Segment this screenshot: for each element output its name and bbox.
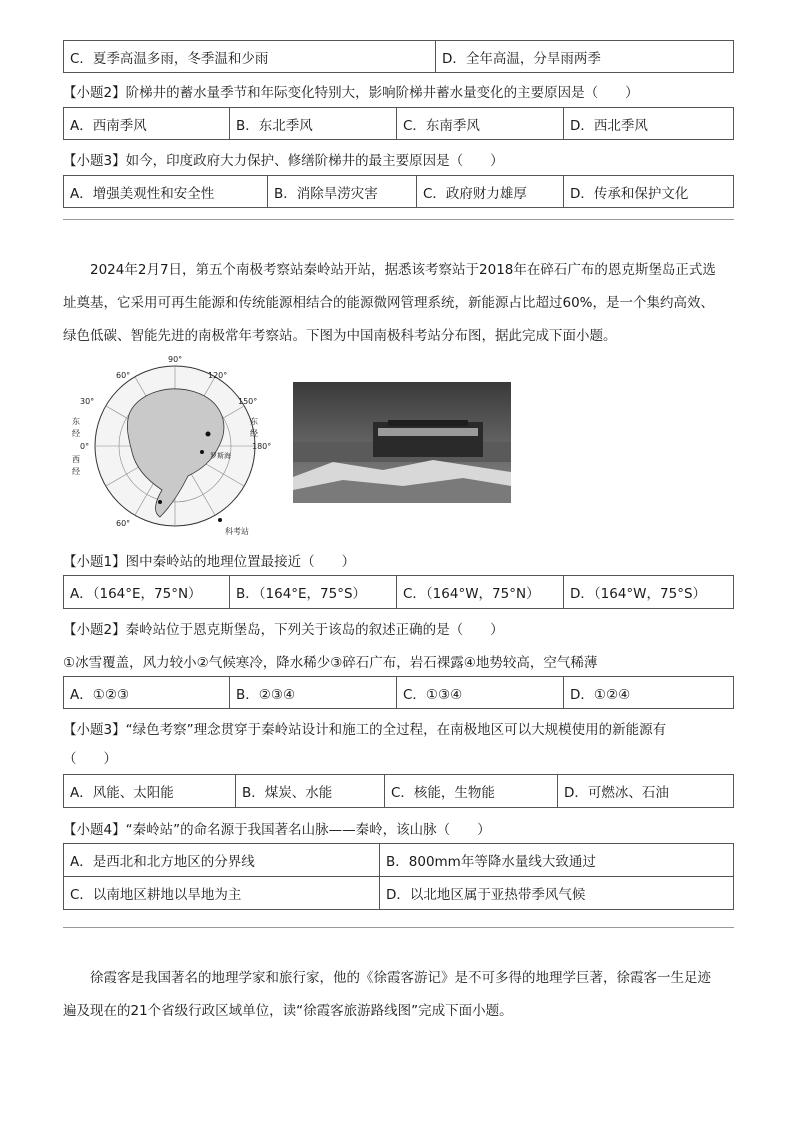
qinling-station-photo: [293, 382, 511, 503]
label-longitude: 经: [250, 429, 258, 438]
antarctic-station-map: [70, 352, 280, 542]
passage-line: 遍及现在的21个省级行政区域单位，读“徐霞客旅游路线图”完成下面小题。: [63, 1003, 513, 1019]
option-c: C．夏季高温多雨，冬季温和少雨: [64, 41, 436, 72]
option-row: [63, 40, 734, 73]
legend-station: 科考站: [225, 527, 249, 536]
option-row: [63, 107, 734, 140]
question-stem: 【小题2】秦岭站位于恩克斯堡岛，下列关于该岛的叙述正确的是（ ）: [63, 622, 504, 638]
option-d: D．以北地区属于亚热带季风气候: [386, 887, 586, 903]
option-b: B．煤炭、水能: [236, 775, 385, 807]
station-marker: [200, 450, 204, 454]
question-stem: 【小题4】“秦岭站”的命名源于我国著名山脉——秦岭，该山脉（ ）: [63, 822, 491, 838]
option-a: A．增强美观性和安全性: [64, 176, 268, 207]
section-divider: [63, 927, 734, 928]
label-longitude: 经: [72, 467, 80, 476]
option-row: [63, 876, 734, 910]
option-b: B．消除旱涝灾害: [268, 176, 417, 207]
label-180: 180°: [252, 442, 272, 451]
option-d: D．可燃冰、石油: [564, 785, 669, 801]
station-marker: [158, 500, 162, 504]
option-a: A．风能、太阳能: [64, 775, 236, 807]
question-stem: 【小题3】如今，印度政府大力保护、修缮阶梯井的最主要原因是（ ）: [63, 153, 504, 169]
option-row: [63, 676, 734, 709]
question-statements: ①冰雪覆盖，风力较小②气候寒冷，降水稀少③碎石广布，岩石裸露④地势较高，空气稀薄: [63, 655, 598, 671]
question-stem: 【小题1】图中秦岭站的地理位置最接近（ ）: [63, 554, 356, 570]
option-row: [63, 843, 734, 877]
option-c: C．政府财力雄厚: [417, 176, 564, 207]
option-row: [63, 575, 734, 609]
label-longitude: 经: [72, 429, 80, 438]
passage-line: 徐霞客是我国著名的地理学家和旅行家，他的《徐霞客游记》是不可多得的地理学巨著，徐霞客一生足迹: [90, 970, 711, 986]
question-stem: 【小题3】“绿色考察”理念贯穿于秦岭站设计和施工的全过程，在南极地区可以大规模使用的新能源有: [63, 722, 667, 738]
label-east: 东: [72, 417, 80, 426]
option-c: C．以南地区耕地以旱地为主: [64, 877, 380, 909]
label-0: 0°: [80, 442, 90, 451]
option-a: A．（164°E，75°N）: [64, 576, 230, 608]
option-b: B．800mm年等降水量线大致通过: [386, 854, 596, 870]
passage-line: 绿色低碳、智能先进的南极常年考察站。下图为中国南极科考站分布图，据此完成下面小题。: [63, 328, 617, 344]
label-30: 30°: [80, 397, 95, 406]
option-d: D．传承和保护文化: [570, 185, 689, 202]
question-stem: 【小题2】阶梯井的蓄水量季节和年际变化特别大，影响阶梯井蓄水量变化的主要原因是（ ）: [63, 85, 639, 101]
option-d: D．全年高温，分旱雨两季: [442, 50, 601, 67]
station-marker: [206, 432, 211, 437]
label-east: 东: [250, 417, 258, 426]
label-60-bottom: 60°: [116, 519, 131, 528]
option-b: B．②③④: [230, 677, 397, 708]
option-a: A．是西北和北方地区的分界线: [64, 844, 380, 876]
passage-line: 2024年2月7日，第五个南极考察站秦岭站开站，据悉该考察站于2018年在碎石广布的恩克斯堡岛正式选: [90, 262, 716, 278]
option-c: C．①③④: [397, 677, 564, 708]
option-d: D．（164°W，75°S）: [570, 586, 707, 602]
option-c: C．东南季风: [397, 108, 564, 139]
option-d: D．西北季风: [570, 117, 648, 134]
option-a: A．①②③: [64, 677, 230, 708]
passage-qinling: [63, 254, 734, 353]
option-c: C．核能，生物能: [385, 775, 558, 807]
option-c: C．（164°W，75°N）: [397, 576, 564, 608]
option-row: [63, 175, 734, 208]
option-a: A．西南季风: [64, 108, 230, 139]
label-90: 90°: [168, 355, 183, 364]
label-ross-sea: 罗斯海: [210, 452, 231, 460]
option-d: D．①②④: [570, 686, 631, 703]
option-row: [63, 774, 734, 808]
label-60: 60°: [116, 371, 131, 380]
option-b: B．（164°E，75°S）: [230, 576, 397, 608]
option-b: B．东北季风: [230, 108, 397, 139]
passage-xu-xiake: [63, 962, 734, 1028]
label-150: 150°: [238, 397, 258, 406]
label-120: 120°: [208, 371, 228, 380]
passage-line: 址奠基，它采用可再生能源和传统能源相结合的能源微网管理系统，新能源占比超过60%，是一个集约高效、: [63, 295, 715, 311]
label-west: 西: [72, 455, 80, 464]
section-divider: [63, 219, 734, 220]
question-stem-continued: （ ）: [63, 751, 117, 767]
